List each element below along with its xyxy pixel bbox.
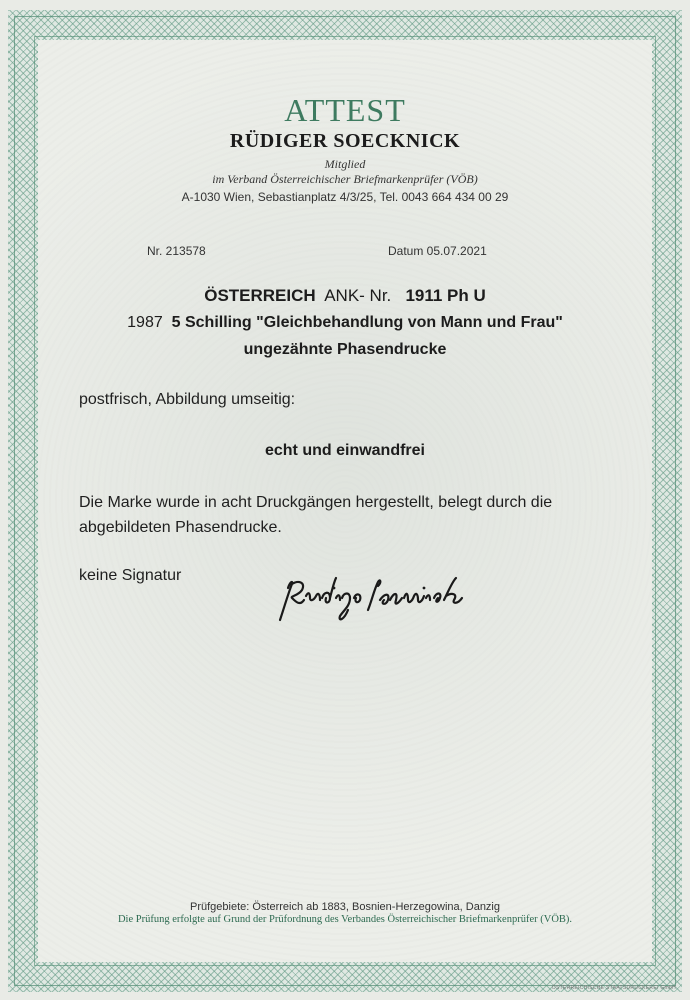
stamp-catalogue-line bbox=[0, 286, 690, 306]
handwritten-signature bbox=[262, 570, 492, 630]
production-note: Die Marke wurde in acht Druckgängen hergestellt, belegt durch die abgebildeten Phasendrucke. bbox=[79, 494, 553, 536]
certificate-date: Datum 05.07.2021 bbox=[388, 244, 487, 258]
signature-note: keine Signatur bbox=[79, 567, 182, 584]
membership-line-2: im Verband Österreichischer Briefmarkenprüfer (VÖB) bbox=[212, 172, 478, 186]
footer-test-areas: Prüfgebiete: Österreich ab 1883, Bosnien-Herzegowina, Danzig bbox=[189, 901, 500, 913]
stamp-issue-line bbox=[0, 314, 690, 332]
ank-label: ANK- Nr. bbox=[324, 286, 392, 305]
membership-text bbox=[0, 157, 690, 187]
certificate-title: ATTEST bbox=[284, 92, 406, 128]
stamp-description: 5 Schilling "Gleichbehandlung von Mann und Frau" bbox=[171, 314, 563, 331]
ank-number: 1911 Ph U bbox=[405, 286, 486, 305]
stamp-year: 1987 bbox=[127, 314, 163, 331]
issuer-address: A-1030 Wien, Sebastianplatz 4/3/25, Tel. 0043 664 434 00 29 bbox=[181, 190, 509, 204]
certificate-number: Nr. 213578 bbox=[147, 244, 206, 258]
stamp-variety: ungezähnte Phasendrucke bbox=[243, 341, 447, 358]
verdict-text: echt und einwandfrei bbox=[264, 442, 425, 459]
stamp-country: ÖSTERREICH bbox=[204, 286, 316, 305]
issuer-name: RÜDIGER SOECKNICK bbox=[229, 130, 461, 152]
membership-line-1: Mitglied bbox=[324, 157, 366, 171]
printer-imprint: ÖSTERREICHISCHE STAATSDRUCKEREI GmbH bbox=[551, 985, 676, 991]
footer-regulation-note: Die Prüfung erfolgte auf Grund der Prüfordnung des Verbandes Österreichischer Briefmarkenprüfer (VÖB). bbox=[117, 914, 573, 925]
condition-text: postfrisch, Abbildung umseitig: bbox=[79, 391, 296, 408]
